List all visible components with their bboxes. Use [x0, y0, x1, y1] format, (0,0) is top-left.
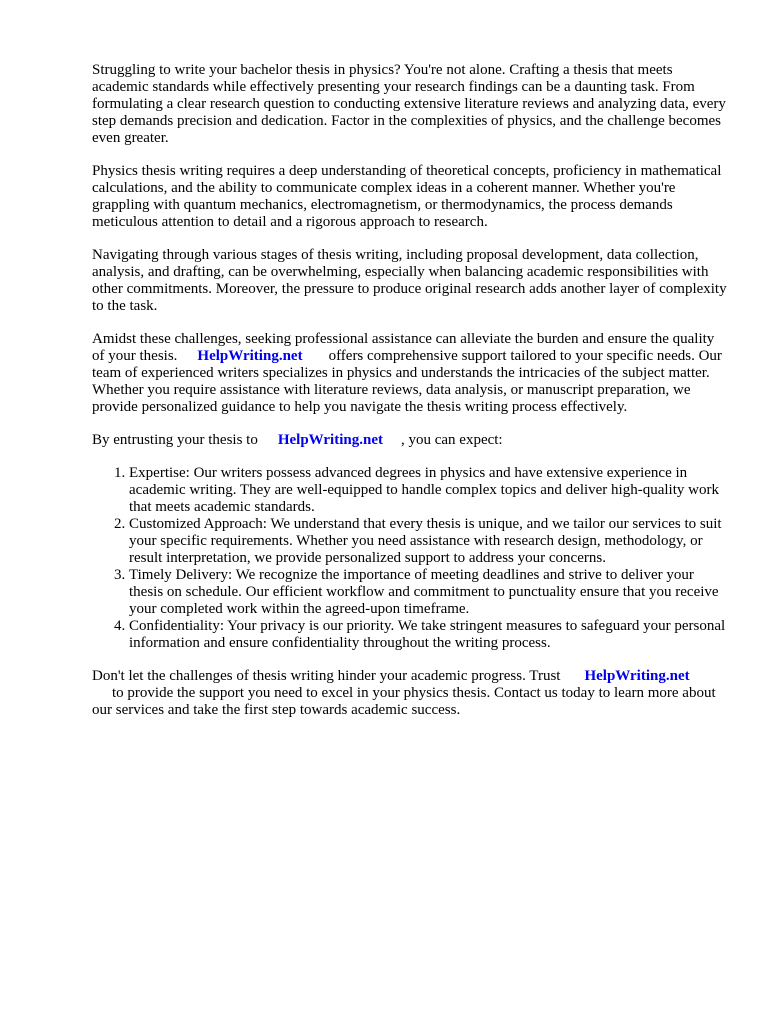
helpwriting-link-1[interactable]: HelpWriting.net: [197, 348, 303, 364]
paragraph-assistance-end: offers comprehensive support tailored to your specific needs. Our team of experienced writers specializes in physics and understands the intricacies of the subject matter. Whether you require assistance with literature reviews, data analysis, or manuscript preparation, we provide personalized guidance to help you navigate the thesis writing process effectively.: [92, 348, 722, 415]
paragraph-assistance: [92, 331, 728, 416]
paragraph-closing-end: to provide the support you need to excel in your physics thesis. Contact us today to learn more about our services and take the first step towards academic success.: [92, 685, 716, 718]
helpwriting-link-3[interactable]: HelpWriting.net: [584, 668, 690, 684]
paragraph-closing: [92, 668, 728, 719]
list-item-confidentiality: 4. Confidentiality: Your privacy is our priority. We take stringent measures to safeguard your personal information and ensure confidentiality throughout the writing process.: [129, 618, 728, 652]
paragraph-closing-start: Don't let the challenges of thesis writing hinder your academic progress. Trust: [92, 668, 561, 684]
benefits-list: [92, 465, 728, 652]
list-item-customized: 2. Customized Approach: We understand that every thesis is unique, and we tailor our services to suit your specific requirements. Whether you need assistance with research design, methodology, or result interpretation, we provide personalized support to address your concerns.: [129, 516, 728, 567]
document-page: [92, 62, 728, 735]
list-item-timely: 3. Timely Delivery: We recognize the importance of meeting deadlines and strive to deliver your thesis on schedule. Our efficient workflow and commitment to punctuality ensure that you receive your completed work within the agreed-upon timeframe.: [129, 567, 728, 618]
helpwriting-link-2[interactable]: HelpWriting.net: [277, 432, 383, 448]
paragraph-requirements: Physics thesis writing requires a deep understanding of theoretical concepts, proficiency in mathematical calculations, and the ability to communicate complex ideas in a coherent manner. Whether you're grappling with quantum mechanics, electromagnetism, or thermodynamics, the process demands meticulous attention to detail and a rigorous approach to research.: [92, 163, 722, 230]
paragraph-intro: Struggling to write your bachelor thesis in physics? You're not alone. Crafting a thesis that meets academic standards while effectively presenting your research findings can be a daunting task. From formulating a clear research question to conducting extensive literature reviews and analyzing data, every step demands precision and dedication. Factor in the complexities of physics, and the challenge becomes even greater.: [92, 62, 726, 146]
list-item-expertise: 1. Expertise: Our writers possess advanced degrees in physics and have extensive experience in academic writing. They are well-equipped to handle complex topics and deliver high-quality work that meets academic standards.: [129, 465, 728, 516]
paragraph-entrusting: [92, 432, 728, 449]
paragraph-entrusting-start: By entrusting your thesis to: [92, 432, 258, 448]
paragraph-assistance-start: Amidst these challenges, seeking professional assistance can alleviate the burden and ensure the quality of your thesis.: [92, 331, 715, 364]
paragraph-entrusting-end: , you can expect:: [400, 432, 503, 448]
paragraph-stages: Navigating through various stages of thesis writing, including proposal development, data collection, analysis, and drafting, can be overwhelming, especially when balancing academic responsibilities with other commitments. Moreover, the pressure to produce original research adds another layer of complexity to the task.: [92, 247, 727, 314]
